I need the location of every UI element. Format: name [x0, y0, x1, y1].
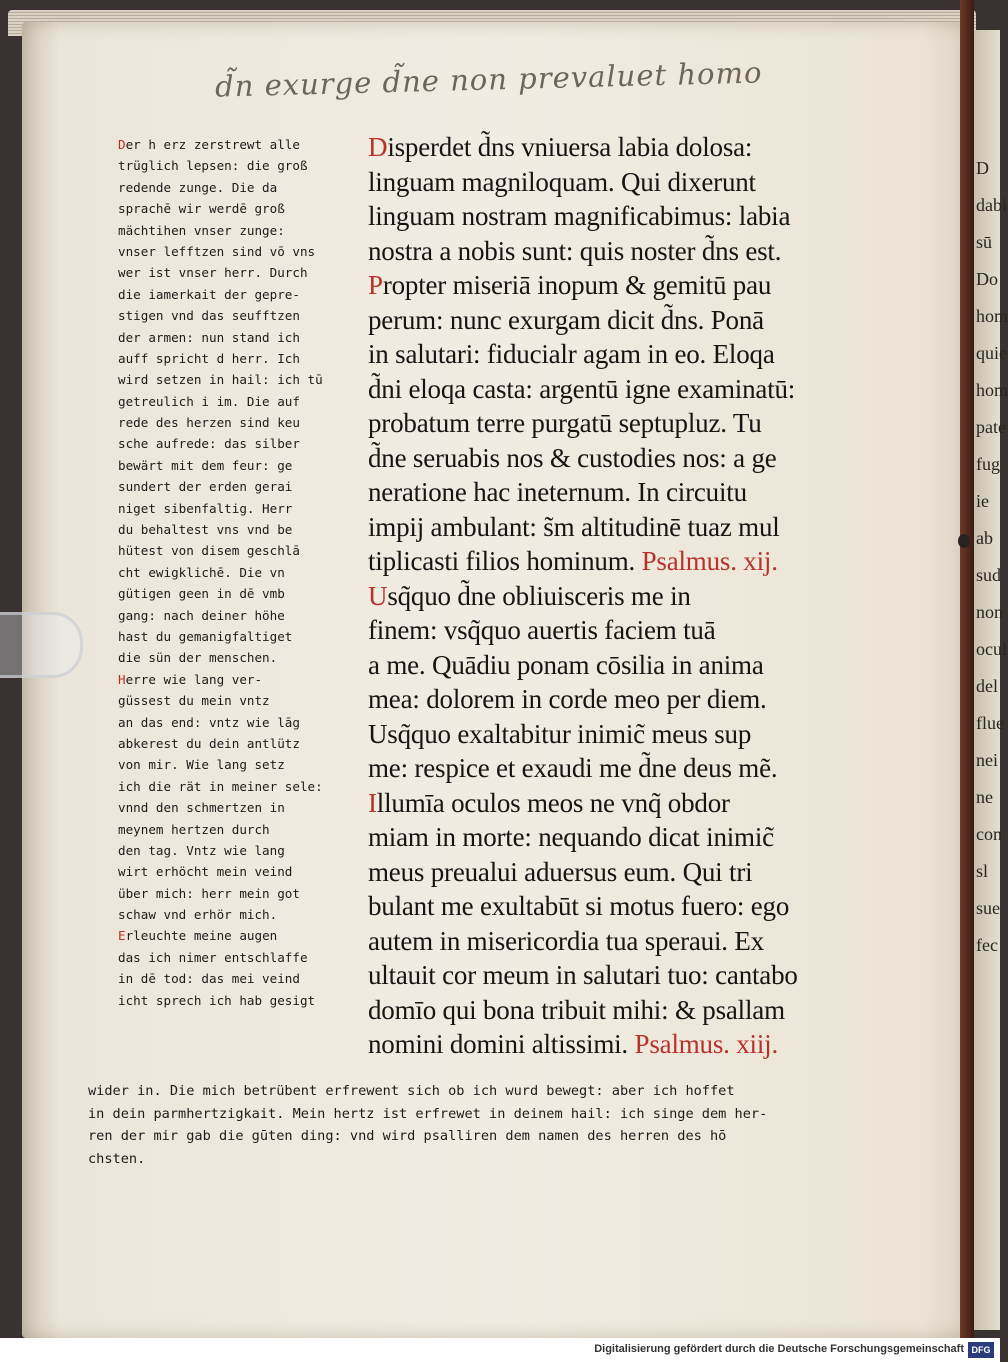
latin-line: finem: vsq̃quo auertis faciem tuā — [368, 615, 716, 645]
latin-line: nostra a nobis sunt: quis noster d̃ns est. — [368, 235, 782, 266]
latin-line: bulant me exultabūt si motus fuero: ego — [368, 891, 790, 921]
german-line: icht sprech ich hab gesigt — [118, 992, 316, 1008]
german-line: gütigen geen in dē vmb — [118, 586, 285, 602]
german-line: niget sibenfaltig. Herr — [118, 500, 293, 516]
right-page-text-fragments — [976, 150, 1008, 964]
rubricated-initial: H — [118, 671, 126, 687]
right-fragment-line: sl — [976, 861, 989, 881]
latin-line: probatum terre purgatū septupluz. Tu — [368, 408, 762, 438]
right-fragment-line: sud — [976, 565, 1002, 585]
bottom-translation-lines — [88, 1080, 888, 1170]
latin-line: miam in morte: nequando dicat inimic̃ — [368, 822, 774, 852]
german-line: rede des herzen sind keu — [118, 415, 300, 431]
rubricated-initial: D — [368, 132, 388, 162]
latin-line: domīo qui bona tribuit mihi: & psallam — [368, 994, 785, 1025]
right-fragment-line: hom — [976, 306, 1008, 326]
german-line: du behaltest vns vnd be — [118, 522, 293, 538]
latin-line: Disperdet d̃ns vniuersa labia dolosa: — [368, 132, 753, 162]
right-fragment-line: sū — [976, 232, 993, 252]
latin-line: d̃ne seruabis nos & custodies nos: a ge — [368, 442, 777, 473]
latin-line: Propter miseriā inopum & gemitū pau — [368, 270, 772, 300]
latin-line: me: respice et exaudi me d̃ne deus mẽ. — [368, 753, 778, 783]
german-line: über mich: herr mein got — [118, 885, 300, 901]
latin-line: autem in misericordia tua speraui. Ex — [368, 925, 764, 956]
latin-line: tiplicasti filios hominum. Psalmus. xij. — [368, 546, 778, 576]
german-line: mächtihen vnser zunge: — [118, 222, 285, 238]
german-line: auff spricht d herr. Ich — [118, 350, 300, 366]
german-line: wer ist vnser herr. Durch — [118, 265, 308, 281]
german-line: hast du gemanigfaltiget — [118, 628, 293, 644]
latin-line: d̃ni eloqa casta: argentū igne examinatū: — [368, 373, 796, 404]
latin-line: impij ambulant: s̃m altitudinē tuaz mul — [368, 511, 780, 542]
german-line: der armen: nun stand ich — [118, 329, 300, 345]
latin-line: Usq̃quo exaltabitur inimic̃ meus sup — [368, 718, 752, 749]
rubricated-initial: E — [118, 928, 126, 944]
ink-spot — [958, 534, 970, 548]
german-line: die iamerkait der gepre- — [118, 286, 300, 302]
right-fragment-line: dabi — [976, 195, 1007, 215]
right-fragment-line: Do — [976, 269, 998, 289]
latin-line: in salutari: fiducialr agam in eo. Eloqa — [368, 339, 775, 369]
german-line: sche aufrede: das silber — [118, 436, 300, 452]
latin-psalm-column — [368, 130, 908, 1062]
right-fragment-line: ne — [976, 787, 993, 807]
psalm-heading: Psalmus. xij. — [641, 546, 778, 576]
right-fragment-line: ie — [976, 491, 989, 511]
german-line: die sün der menschen. — [118, 650, 278, 666]
german-line: an das end: vntz wie lāg — [118, 714, 300, 730]
german-line: trüglich lepsen: die groß — [118, 158, 308, 174]
german-line: das ich nimer entschlaffe — [118, 949, 308, 965]
german-line: güssest du mein vntz — [118, 693, 270, 709]
bottom-line: ren der mir gab die gūten ding: vnd wird psalliren dem namen des herren des hō — [88, 1128, 727, 1144]
rubricated-initial: P — [368, 270, 383, 300]
german-line: abkerest du dein antlütz — [118, 735, 300, 751]
german-line: sundert der erden gerai — [118, 479, 293, 495]
latin-line: neratione hac ineternum. In circuitu — [368, 477, 747, 507]
right-fragment-line: fug — [976, 454, 1000, 474]
right-fragment-line: pate — [976, 417, 1006, 437]
german-line: Der h erz zerstrewt alle — [118, 137, 300, 152]
bottom-line: wider in. Die mich betrübent erfrewent sich ob ich wurd bewegt: aber ich hoffet — [88, 1083, 735, 1099]
german-line: in dē tod: das mei veind — [118, 971, 300, 987]
right-fragment-line: ab — [976, 528, 993, 548]
right-fragment-line: hom — [976, 380, 1008, 400]
german-line: sprachē wir werdē groß — [118, 201, 285, 217]
right-fragment-line: D — [976, 158, 989, 178]
latin-line: ultauit cor meum in salutari tuo: cantabo — [368, 960, 798, 990]
latin-line: linguam nostram magnificabimus: labia — [368, 201, 791, 231]
latin-line: Usq̃quo d̃ne obliuisceris me in — [368, 580, 691, 611]
right-fragment-line: del — [976, 676, 998, 696]
right-fragment-line: non — [976, 602, 1003, 622]
german-line: schaw vnd erhör mich. — [118, 907, 278, 923]
bottom-line: chsten. — [88, 1150, 146, 1167]
handwritten-annotation: d̃n exurge d̃ne non prevaluet homo — [214, 55, 763, 104]
german-line: vnser lefftzen sind vō vns — [118, 243, 316, 259]
right-fragment-line: quie — [976, 343, 1007, 363]
german-translation-column — [118, 134, 358, 1011]
german-line: wirt erhöcht mein veind — [118, 864, 293, 880]
latin-line: a me. Quādiu ponam cōsilia in anima — [368, 649, 764, 680]
digitization-footer — [0, 1338, 1000, 1362]
german-line: Herre wie lang ver- — [118, 671, 263, 687]
german-line: ich die rät in meiner sele: — [118, 778, 323, 794]
rubricated-initial: U — [368, 580, 388, 611]
psalm-heading: Psalmus. xiij. — [634, 1029, 779, 1059]
latin-line: meus preualui aduersus eum. Qui tri — [368, 856, 753, 887]
german-line: gang: nach deiner höhe — [118, 607, 285, 623]
german-line: cht ewigklichē. Die vn — [118, 564, 285, 580]
german-line: redende zunge. Die da — [118, 179, 278, 195]
page-clip — [0, 612, 83, 678]
rubricated-initial: I — [368, 787, 377, 818]
rubricated-initial: D — [118, 137, 126, 152]
german-line: vnnd den schmertzen in — [118, 800, 285, 816]
german-line: bewärt mit dem feur: ge — [118, 457, 293, 473]
right-fragment-line: con — [976, 824, 1002, 844]
german-line: meynem hertzen durch — [118, 821, 270, 837]
german-line: von mir. Wie lang setz — [118, 757, 285, 773]
dfg-logo: DFG — [968, 1342, 994, 1358]
latin-line: perum: nunc exurgam dicit d̃ns. Ponā — [368, 304, 764, 335]
book-gutter — [960, 0, 974, 1362]
right-fragment-line: nei — [976, 750, 998, 770]
latin-line: mea: dolorem in corde meo per diem. — [368, 684, 767, 714]
german-line: hütest von disem geschlā — [118, 543, 300, 559]
german-line: wird setzen in hail: ich tū — [118, 372, 323, 388]
right-fragment-line: fec — [976, 935, 998, 955]
right-fragment-line: sue — [976, 898, 1000, 918]
german-line: getreulich i im. Die auf — [118, 393, 300, 409]
right-fragment-line: ocul — [976, 639, 1007, 659]
german-line: stigen vnd das seufftzen — [118, 308, 300, 324]
footer-credit: Digitalisierung gefördert durch die Deutsche Forschungsgemeinschaft — [594, 1343, 964, 1355]
german-line: den tag. Vntz wie lang — [118, 842, 285, 858]
right-fragment-line: flue — [976, 713, 1004, 733]
latin-line: Illumīa oculos meos ne vnq̃ obdor — [368, 787, 730, 818]
latin-line: nomini domini altissimi. Psalmus. xiij. — [368, 1029, 779, 1059]
german-line: Erleuchte meine augen — [118, 928, 278, 944]
latin-line: linguam magniloquam. Qui dixerunt — [368, 166, 756, 197]
bottom-line: in dein parmhertzigkait. Mein hertz ist erfrewet in deinem hail: ich singe dem her- — [88, 1105, 768, 1122]
